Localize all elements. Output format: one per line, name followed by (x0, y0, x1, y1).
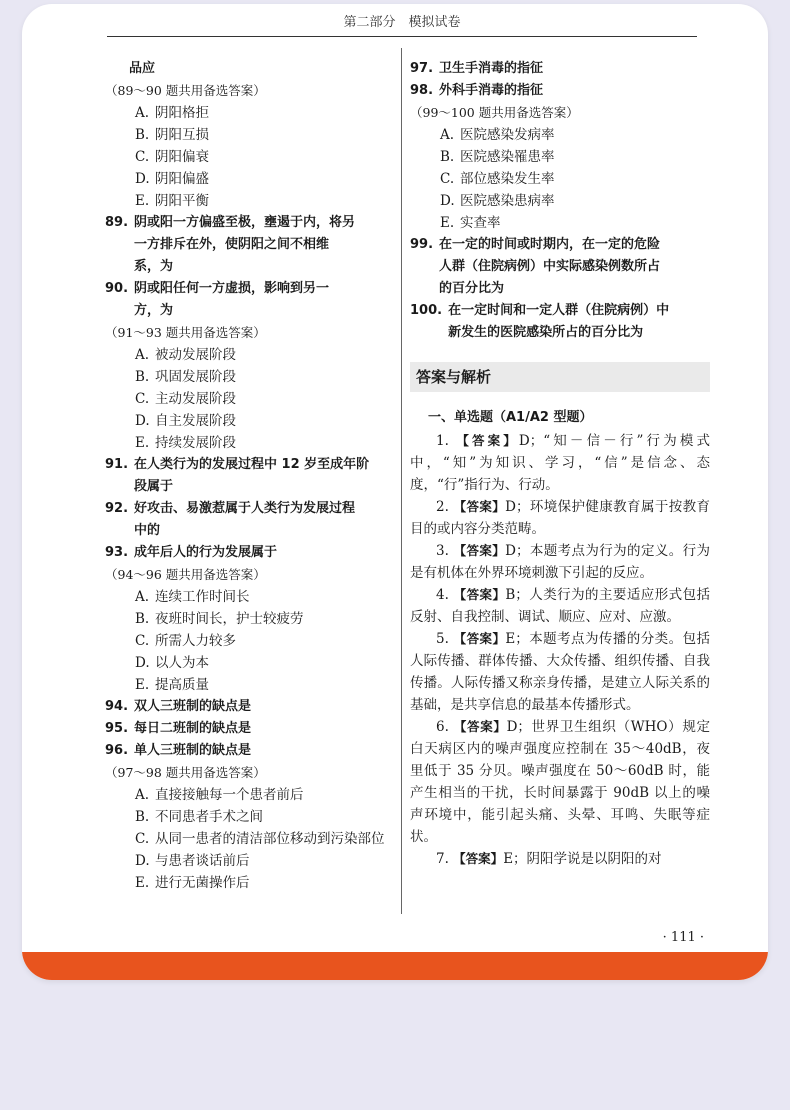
option-text: 以人为本 (155, 655, 209, 671)
question-number: 92. (105, 501, 129, 516)
question-text: 阴或阳任何一方虚损，影响到另一 (134, 281, 330, 296)
question (105, 454, 395, 498)
option-letter: C. (135, 633, 150, 649)
question-line (105, 300, 395, 322)
question-number: 97. (410, 61, 434, 76)
option-item (105, 366, 395, 388)
option-item (410, 212, 710, 234)
question-number: 95. (105, 721, 129, 736)
question-line (105, 454, 395, 476)
option-letter: E. (440, 215, 455, 231)
answer-number: 5. (436, 631, 454, 647)
option-letter: B. (440, 149, 455, 165)
question-text: 在一定时间和一定人群（住院病例）中 (448, 303, 670, 318)
shared-options-note: （94～96 题共用备选答案） (105, 567, 266, 582)
question-text: 在人类行为的发展过程中 12 岁至成年阶 (134, 457, 370, 472)
option-text: 阴阳平衡 (155, 193, 209, 209)
question-text: 成年后人的行为发展属于 (134, 545, 278, 560)
question-text: 人群（住院病例）中实际感染例数所占 (439, 259, 661, 274)
question-continuation: 品应 (129, 61, 156, 76)
question-line (410, 278, 710, 300)
question (105, 542, 395, 564)
question-number: 99. (410, 237, 434, 252)
option-letter: B. (135, 369, 150, 385)
question-number: 96. (105, 743, 129, 758)
question-text: 双人三班制的缺点是 (134, 699, 252, 714)
option-item (105, 432, 395, 454)
option-item (410, 190, 710, 212)
shared-options-note: （89～90 题共用备选答案） (105, 83, 266, 98)
running-header: 第二部分 模拟试卷 (107, 10, 697, 37)
option-letter: A. (135, 105, 150, 121)
option-letter: A. (440, 127, 455, 143)
question-line (105, 718, 395, 740)
question (105, 740, 395, 762)
question-number: 90. (105, 281, 129, 296)
option-text: 医院感染患病率 (460, 193, 555, 209)
option-text: 夜班时间长，护士较疲劳 (155, 611, 304, 627)
option-letter: E. (135, 875, 150, 891)
answer-section-subtitle: 一、单选题（A1/A2 型题） (428, 410, 593, 425)
answer-paragraph (410, 430, 710, 496)
answer-text: E；阴阳学说是以阴阳的对 (503, 851, 662, 867)
question-number: 100. (410, 303, 443, 318)
option-item (105, 146, 395, 168)
right-column-questions (410, 58, 710, 344)
question (410, 300, 710, 344)
answer-section-title: 答案与解析 (410, 362, 710, 392)
option-item (105, 652, 395, 674)
question-text: 在一定的时间或时期内，在一定的危险 (439, 237, 661, 252)
answer-paragraph (410, 584, 710, 628)
answer-paragraph (410, 848, 710, 870)
question-line (105, 234, 395, 256)
option-item (105, 410, 395, 432)
question-text: 一方排斥在外，使阴阳之间不相维 (134, 237, 330, 252)
question-text: 每日二班制的缺点是 (134, 721, 252, 736)
option-letter: C. (440, 171, 455, 187)
option-item (105, 344, 395, 366)
question-line (105, 498, 395, 520)
question-text: 单人三班制的缺点是 (134, 743, 252, 758)
question-line (105, 696, 395, 718)
option-letter: B. (135, 127, 150, 143)
option-text: 直接接触每一个患者前后 (155, 787, 304, 803)
shared-options-note: （91～93 题共用备选答案） (105, 325, 266, 340)
question-text: 新发生的医院感染所占的百分比为 (448, 325, 644, 340)
right-column (410, 58, 710, 870)
question-text: 阴或阳一方偏盛至极，壅遏于内，将另 (134, 215, 356, 230)
option-item (410, 168, 710, 190)
option-text: 连续工作时间长 (155, 589, 250, 605)
answer-paragraph (410, 628, 710, 716)
option-item (105, 586, 395, 608)
question-line (410, 322, 710, 344)
question-number: 98. (410, 83, 434, 98)
option-text: 提高质量 (155, 677, 209, 693)
answer-tag: 【答案】 (456, 433, 519, 448)
question-number: 94. (105, 699, 129, 714)
option-text: 巩固发展阶段 (155, 369, 236, 385)
question (410, 80, 710, 102)
question-number: 93. (105, 545, 129, 560)
option-item (105, 806, 395, 828)
answer-number: 6. (436, 719, 454, 735)
option-text: 与患者谈话前后 (155, 853, 250, 869)
option-letter: A. (135, 787, 150, 803)
answer-tag: 【答案】 (453, 543, 506, 558)
option-item (105, 190, 395, 212)
answer-number: 7. (436, 851, 454, 867)
question-line (410, 234, 710, 256)
option-item (410, 124, 710, 146)
option-text: 所需人力较多 (155, 633, 236, 649)
question-text: 卫生手消毒的指征 (439, 61, 544, 76)
option-text: 主动发展阶段 (155, 391, 236, 407)
option-letter: C. (135, 149, 150, 165)
option-text: 自主发展阶段 (155, 413, 236, 429)
question-line (105, 278, 395, 300)
question-line (105, 256, 395, 278)
option-letter: B. (135, 809, 150, 825)
option-item (105, 168, 395, 190)
option-text: 阴阳互损 (155, 127, 209, 143)
option-text: 阴阳偏盛 (155, 171, 209, 187)
answer-number: 3. (436, 543, 454, 559)
answer-text: D；环境保护健康教育属于按教育目的或内容分类范畴。 (410, 499, 710, 537)
answer-tag: 【答案】 (453, 499, 506, 514)
option-text: 不同患者手术之间 (155, 809, 263, 825)
option-letter: D. (135, 171, 150, 187)
answer-text: E；本题考点为传播的分类。包括人际传播、群体传播、大众传播、组织传播、自我传播。人际传播又称亲身传播，是建立人际关系的基础，是共享信息的最基本传播形式。 (410, 631, 711, 713)
question (105, 278, 395, 322)
option-letter: A. (135, 347, 150, 363)
question-line (410, 256, 710, 278)
answer-text: D；世界卫生组织（WHO）规定白天病区内的噪声强度应控制在 35～40dB，夜里低于 35 分贝。噪声强度在 50～60dB 时，能产生相当的干扰，长时间暴露于 90dB 以上的噪声环境中，能引起头痛、头晕、耳鸣、失眠等症状。 (410, 719, 711, 845)
question-line (105, 476, 395, 498)
option-item (105, 850, 395, 872)
option-letter: E. (135, 677, 150, 693)
answer-paragraph (410, 716, 710, 848)
shared-options-note: （99～100 题共用备选答案） (410, 105, 579, 120)
question-line (410, 80, 710, 102)
question (410, 58, 710, 80)
answer-tag: 【答案】 (453, 631, 506, 646)
option-letter: D. (440, 193, 455, 209)
column-divider (401, 48, 402, 914)
book-page (22, 4, 768, 980)
option-letter: A. (135, 589, 150, 605)
option-item (105, 124, 395, 146)
question-text: 好攻击、易激惹属于人类行为发展过程 (134, 501, 356, 516)
answer-tag: 【答案】 (453, 587, 506, 602)
option-text: 进行无菌操作后 (155, 875, 250, 891)
option-text: 阴阳格拒 (155, 105, 209, 121)
option-item (105, 608, 395, 630)
option-text: 实查率 (460, 215, 501, 231)
option-item (105, 872, 395, 894)
option-item (105, 388, 395, 410)
question (410, 234, 710, 300)
answer-text: D；本题考点为行为的定义。行为是有机体在外界环境刺激下引起的反应。 (410, 543, 710, 581)
answer-tag: 【答案】 (453, 719, 507, 734)
option-text: 从同一患者的清洁部位移动到污染部位 (155, 831, 385, 847)
option-text: 持续发展阶段 (155, 435, 236, 451)
question-line (105, 520, 395, 542)
option-letter: E. (135, 193, 150, 209)
option-text: 医院感染罹患率 (460, 149, 555, 165)
question-text: 段属于 (134, 479, 174, 494)
answer-text: B；人类行为的主要适应形式包括反射、自我控制、调试、顺应、应对、应激。 (410, 587, 711, 625)
answer-paragraph (410, 496, 710, 540)
option-letter: C. (135, 831, 150, 847)
option-item (105, 674, 395, 696)
question-line (410, 300, 710, 322)
question-line (105, 542, 395, 564)
answer-number: 2. (436, 499, 454, 515)
answer-text: D；“知－信－行”行为模式中，“知”为知识、学习，“信”是信念、态度，“行”指行为、行动。 (410, 433, 710, 493)
option-item (105, 102, 395, 124)
question-line (105, 740, 395, 762)
question-text: 的百分比为 (439, 281, 505, 296)
question-text: 方，为 (134, 303, 174, 318)
answer-list (410, 430, 710, 870)
answer-tag: 【答案】 (453, 851, 504, 866)
option-text: 阴阳偏衰 (155, 149, 209, 165)
option-letter: B. (135, 611, 150, 627)
left-column (105, 58, 395, 894)
option-item (105, 630, 395, 652)
option-letter: D. (135, 853, 150, 869)
question (105, 696, 395, 718)
question-line (410, 58, 710, 80)
question (105, 212, 395, 278)
question-line (105, 212, 395, 234)
page-number: · 111 · (662, 930, 704, 945)
option-text: 医院感染发病率 (460, 127, 555, 143)
question-text: 系，为 (134, 259, 174, 274)
option-letter: D. (135, 413, 150, 429)
answer-number: 4. (436, 587, 454, 603)
answer-number: 1. (436, 433, 457, 449)
option-item (410, 146, 710, 168)
option-letter: C. (135, 391, 150, 407)
question (105, 718, 395, 740)
answer-paragraph (410, 540, 710, 584)
question-number: 91. (105, 457, 129, 472)
option-item (105, 828, 395, 850)
option-item (105, 784, 395, 806)
question-text: 中的 (134, 523, 161, 538)
question-text: 外科手消毒的指征 (439, 83, 544, 98)
question (105, 498, 395, 542)
question-number: 89. (105, 215, 129, 230)
option-text: 被动发展阶段 (155, 347, 236, 363)
option-letter: D. (135, 655, 150, 671)
option-text: 部位感染发生率 (460, 171, 555, 187)
option-letter: E. (135, 435, 150, 451)
footer-band (22, 952, 768, 980)
shared-options-note: （97～98 题共用备选答案） (105, 765, 266, 780)
